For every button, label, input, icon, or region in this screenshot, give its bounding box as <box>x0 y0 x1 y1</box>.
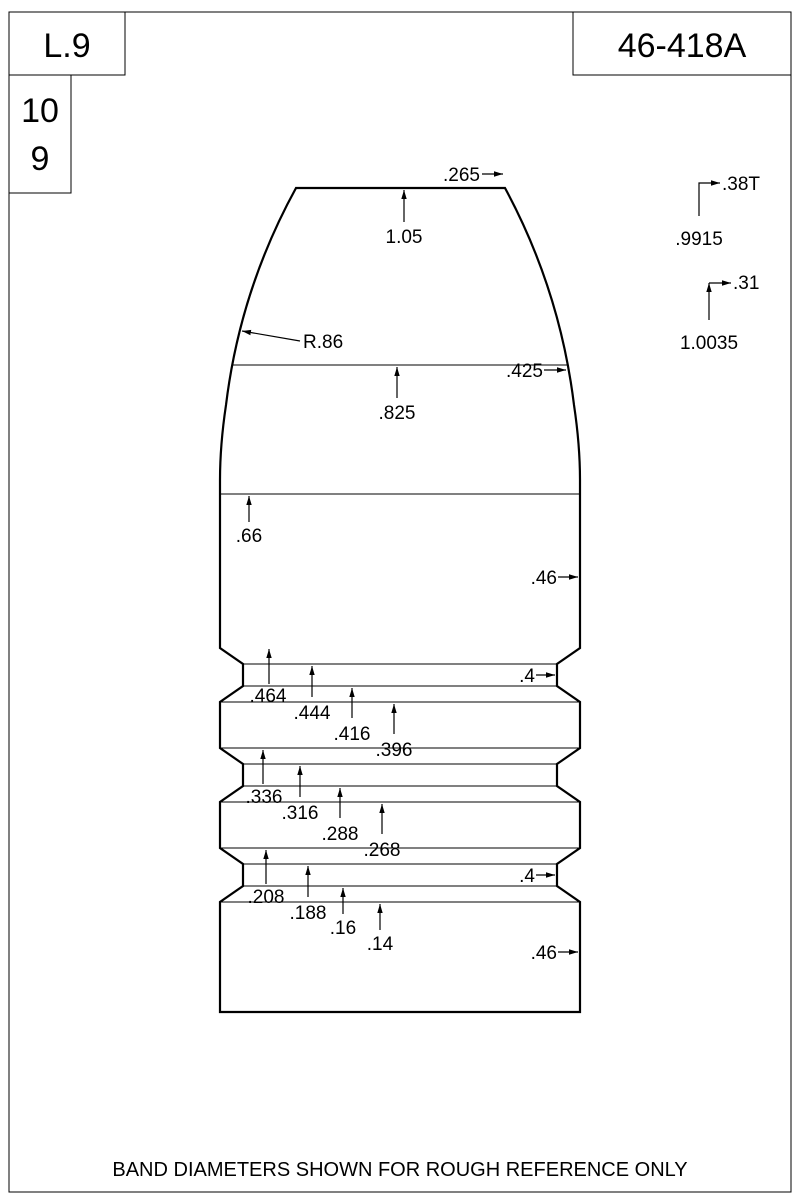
length-label-464: .464 <box>249 686 287 707</box>
part-number: 46-418A <box>617 27 747 65</box>
body-length-label: .66 <box>235 526 263 547</box>
mold-code: L.9 <box>43 27 91 65</box>
meplat-label: .265 <box>443 165 480 186</box>
length-label-208: .208 <box>247 887 285 908</box>
bore-ride-length-label: .825 <box>378 403 416 424</box>
side-note-bottom-value: .31 <box>733 273 760 294</box>
length-label-316: .316 <box>281 803 319 824</box>
length-label-336: .336 <box>245 787 283 808</box>
cavity-bottom: 9 <box>30 140 50 178</box>
base-band-label: .46 <box>530 943 557 964</box>
body-diameter-label: .46 <box>530 568 557 589</box>
side-note-top-leader <box>699 183 720 216</box>
length-label-268: .268 <box>363 840 401 861</box>
length-label-16: .16 <box>329 918 357 939</box>
length-label-444: .444 <box>293 703 331 724</box>
side-note-bottom-length: 1.0035 <box>679 333 739 354</box>
groove-1-label: .4 <box>519 666 535 687</box>
side-note-top-value: .38T <box>722 174 761 195</box>
groove-2-label: .4 <box>519 866 535 887</box>
nose-length-label: 1.05 <box>385 227 423 248</box>
cavity-top: 10 <box>21 92 59 130</box>
ogive-radius-label: R.86 <box>303 332 344 353</box>
length-label-396: .396 <box>375 740 413 761</box>
bore-ride-label: .425 <box>506 361 543 382</box>
footer-note: BAND DIAMETERS SHOWN FOR ROUGH REFERENCE ONLY <box>112 1159 688 1181</box>
length-label-188: .188 <box>289 903 327 924</box>
length-label-288: .288 <box>321 824 359 845</box>
length-label-14: .14 <box>366 934 394 955</box>
side-note-top-length: .9915 <box>675 229 723 250</box>
length-label-416: .416 <box>333 724 371 745</box>
ogive-radius-leader <box>242 331 300 341</box>
